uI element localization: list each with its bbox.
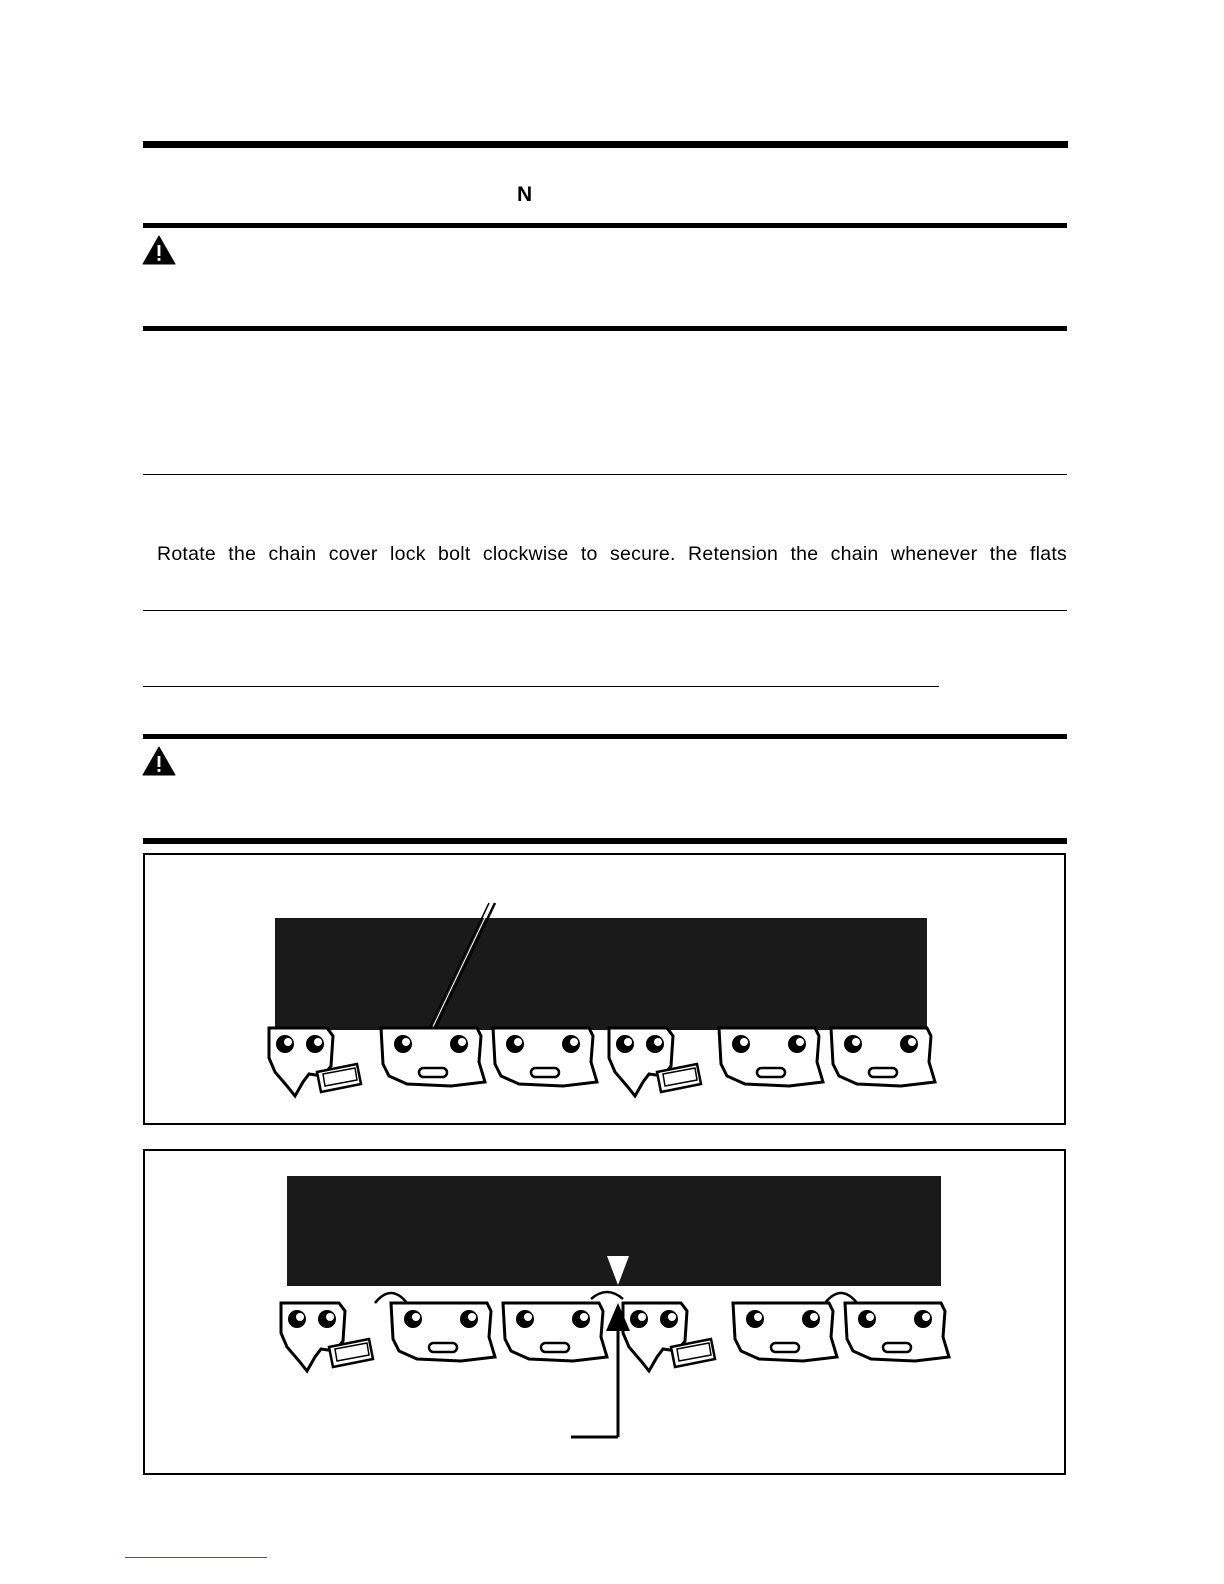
thin-divider [143, 474, 1067, 475]
section-heading-fragment: N [517, 183, 533, 206]
thin-divider-short [143, 686, 939, 687]
warning-bottom-rule [143, 838, 1067, 844]
instruction-text: Rotate the chain cover lock bolt clockwise to secure. Retension the chain whenever the flats [157, 543, 1067, 565]
top-thick-rule [143, 141, 1068, 148]
warning-top-rule [143, 734, 1067, 739]
chain-illustration-correct [145, 1151, 1068, 1477]
chain-links [269, 1028, 935, 1096]
warning-bottom-rule [143, 326, 1067, 331]
chain-tension-figure-correct [143, 1149, 1066, 1475]
heading-bottom-rule [143, 223, 1067, 228]
footer-link-underline[interactable] [125, 1557, 267, 1558]
warning-triangle-icon [142, 235, 176, 265]
warning-triangle-icon [142, 746, 176, 776]
chain-illustration-loose [145, 855, 1068, 1127]
thin-divider [143, 610, 1067, 611]
chain-tension-figure-loose [143, 853, 1066, 1125]
guide-bar [275, 918, 927, 1030]
